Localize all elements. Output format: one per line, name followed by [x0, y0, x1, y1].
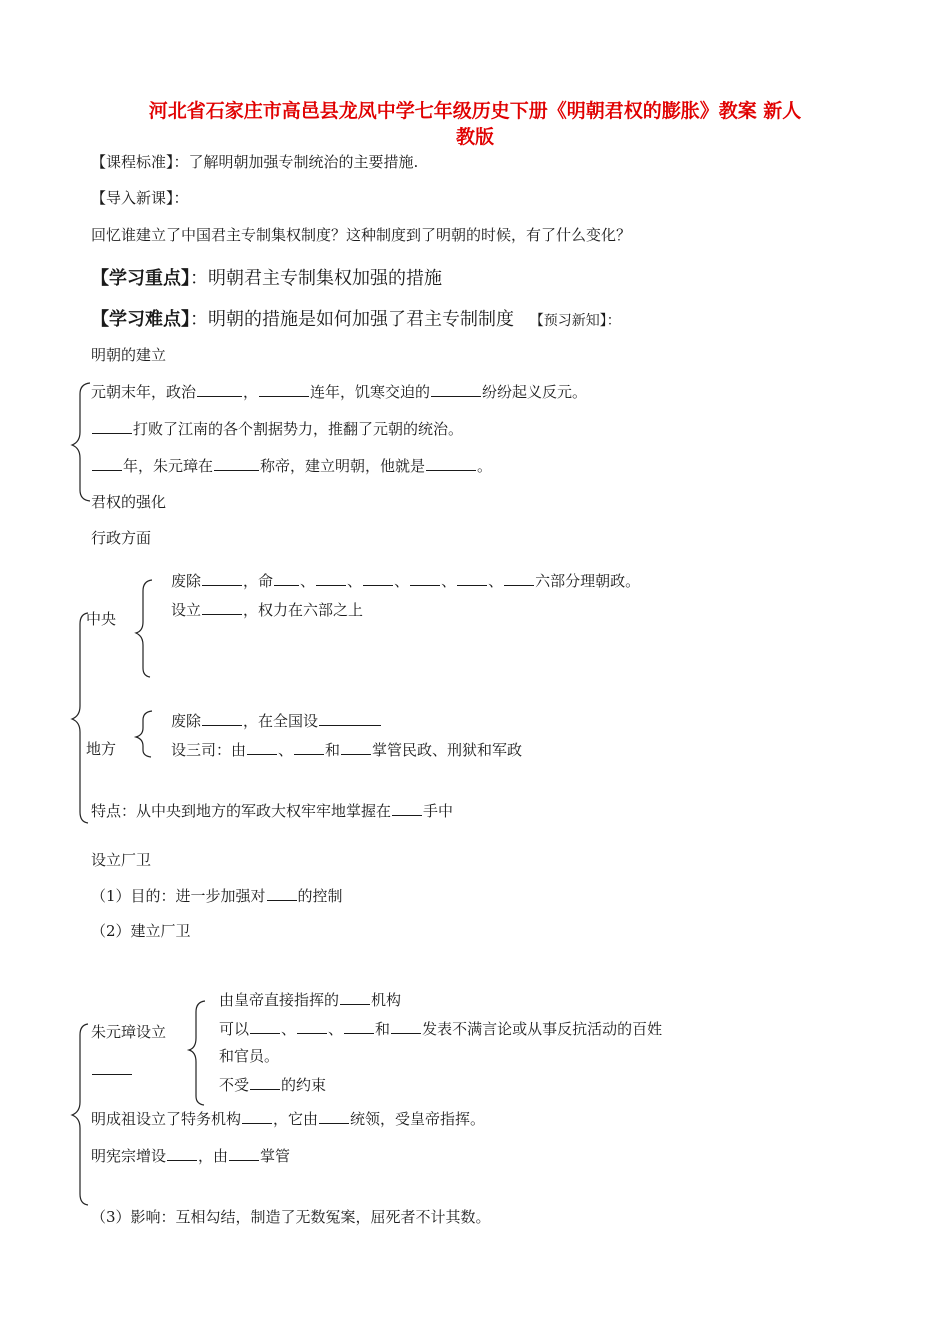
blank[interactable] — [274, 571, 299, 586]
founding-line-2: 打败了江南的各个割据势力，推翻了元朝的统治。 — [91, 419, 463, 438]
intro-heading — [91, 189, 189, 207]
blank[interactable] — [340, 990, 370, 1005]
blank[interactable] — [242, 1109, 272, 1124]
blank[interactable] — [250, 1075, 280, 1090]
intro-label: 【导入新课】 — [91, 189, 174, 207]
course-standard — [91, 153, 418, 171]
blank[interactable] — [167, 1146, 197, 1161]
founding-line-3: 年，朱元璋在 称帝，建立明朝，他就是 。 — [91, 456, 492, 475]
central-label: 中央 — [86, 610, 117, 628]
guard-item-3: （3）影响：互相勾结，制造了无数冤案，屈死者不计其数。 — [91, 1208, 491, 1226]
blank[interactable] — [426, 456, 476, 471]
blank[interactable] — [202, 711, 242, 726]
zhu-blank — [91, 1060, 133, 1079]
founding-heading: 明朝的建立 — [91, 346, 167, 364]
blank[interactable] — [202, 571, 242, 586]
blank[interactable] — [344, 1019, 374, 1034]
local-line-2: 设三司：由 、 和 掌管民政、刑狱和军政 — [171, 741, 523, 759]
blank[interactable] — [392, 801, 422, 816]
zhu-sub-2b: 和官员。 — [219, 1047, 280, 1065]
blank[interactable] — [341, 740, 371, 755]
founding-line-1: 元朝末年，政治 ， 连年，饥寒交迫的 纷纷起义反元。 — [91, 383, 588, 401]
zhu-label: 朱元璋设立 — [91, 1023, 167, 1041]
blank[interactable] — [294, 740, 324, 755]
blank[interactable] — [363, 571, 393, 586]
key-point-text: ：明朝君主专制集权加强的措施 — [190, 268, 442, 289]
blank[interactable] — [92, 419, 132, 434]
blank[interactable] — [319, 1109, 349, 1124]
brace-admin — [72, 613, 88, 823]
blank[interactable] — [229, 1146, 259, 1161]
blank[interactable] — [250, 1019, 280, 1034]
zhu-sub-2: 可以 、 、 和 发表不满言论或从事反抗活动的百姓 — [219, 1020, 663, 1038]
blank[interactable] — [431, 382, 481, 397]
blank[interactable] — [92, 456, 122, 471]
xianzong-line: 明宪宗增设 ，由 掌管 — [91, 1147, 291, 1165]
central-line-2: 设立 ，权力在六部之上 — [171, 601, 364, 619]
blank[interactable] — [504, 571, 534, 586]
blank[interactable] — [391, 1019, 421, 1034]
key-point — [91, 268, 442, 290]
blank[interactable] — [316, 571, 346, 586]
zhu-sub-1: 由皇帝直接指挥的 机构 — [219, 991, 402, 1009]
difficulty-text: ：明朝的措施是如何加强了君主专制制度 — [190, 309, 514, 330]
brace-central — [136, 580, 152, 677]
page-title-continued: 教版 — [455, 126, 494, 148]
zhu-sub-3: 不受 的约束 — [219, 1076, 327, 1094]
brace-local — [136, 711, 152, 757]
course-standard-label: 【课程标准】 — [91, 153, 174, 171]
blank[interactable] — [457, 571, 487, 586]
preview-label: 【预习新知】： — [529, 313, 621, 329]
difficulty-label: 【学习难点】 — [91, 309, 190, 330]
intro-colon: ： — [173, 189, 189, 207]
central-line-1: 废除 ，命 、 、 、 、 、 六部分理朝政。 — [171, 572, 641, 590]
course-standard-text: ：了解明朝加强专制统治的主要措施. — [173, 153, 419, 171]
local-line-1: 废除 ，在全国设 — [171, 711, 382, 730]
blank[interactable] — [214, 456, 259, 471]
blank[interactable] — [202, 600, 242, 615]
guard-item-1: （1）目的：进一步加强对 的控制 — [91, 887, 343, 905]
difficulty — [91, 309, 621, 331]
blank[interactable] — [297, 1019, 327, 1034]
chengzu-line: 明成祖设立了特务机构 ，它由 统领，受皇帝指挥。 — [91, 1110, 486, 1128]
blank[interactable] — [197, 382, 242, 397]
power-heading: 君权的强化 — [91, 493, 167, 511]
page-title: 河北省石家庄市高邑县龙凤中学七年级历史下册《明朝君权的膨胀》教案 新人 — [148, 100, 802, 122]
brace-founding — [72, 383, 90, 501]
blank[interactable] — [247, 740, 277, 755]
blank[interactable] — [259, 382, 309, 397]
feature-line: 特点：从中央到地方的军政大权牢牢地掌握在 手中 — [91, 802, 454, 820]
guard-item-2: （2）建立厂卫 — [91, 922, 191, 940]
key-point-label: 【学习重点】 — [91, 268, 190, 289]
blank[interactable] — [267, 886, 297, 901]
guard-heading: 设立厂卫 — [91, 851, 152, 869]
admin-heading: 行政方面 — [91, 529, 152, 547]
blank[interactable] — [410, 571, 440, 586]
brace-zhu — [189, 1001, 205, 1105]
brace-guard — [72, 1024, 88, 1205]
intro-question: 回忆谁建立了中国君主专制集权制度？这种制度到了明朝的时候，有了什么变化？ — [91, 226, 632, 244]
blank[interactable] — [319, 711, 381, 726]
local-label: 地方 — [86, 740, 117, 758]
blank[interactable] — [92, 1060, 132, 1075]
